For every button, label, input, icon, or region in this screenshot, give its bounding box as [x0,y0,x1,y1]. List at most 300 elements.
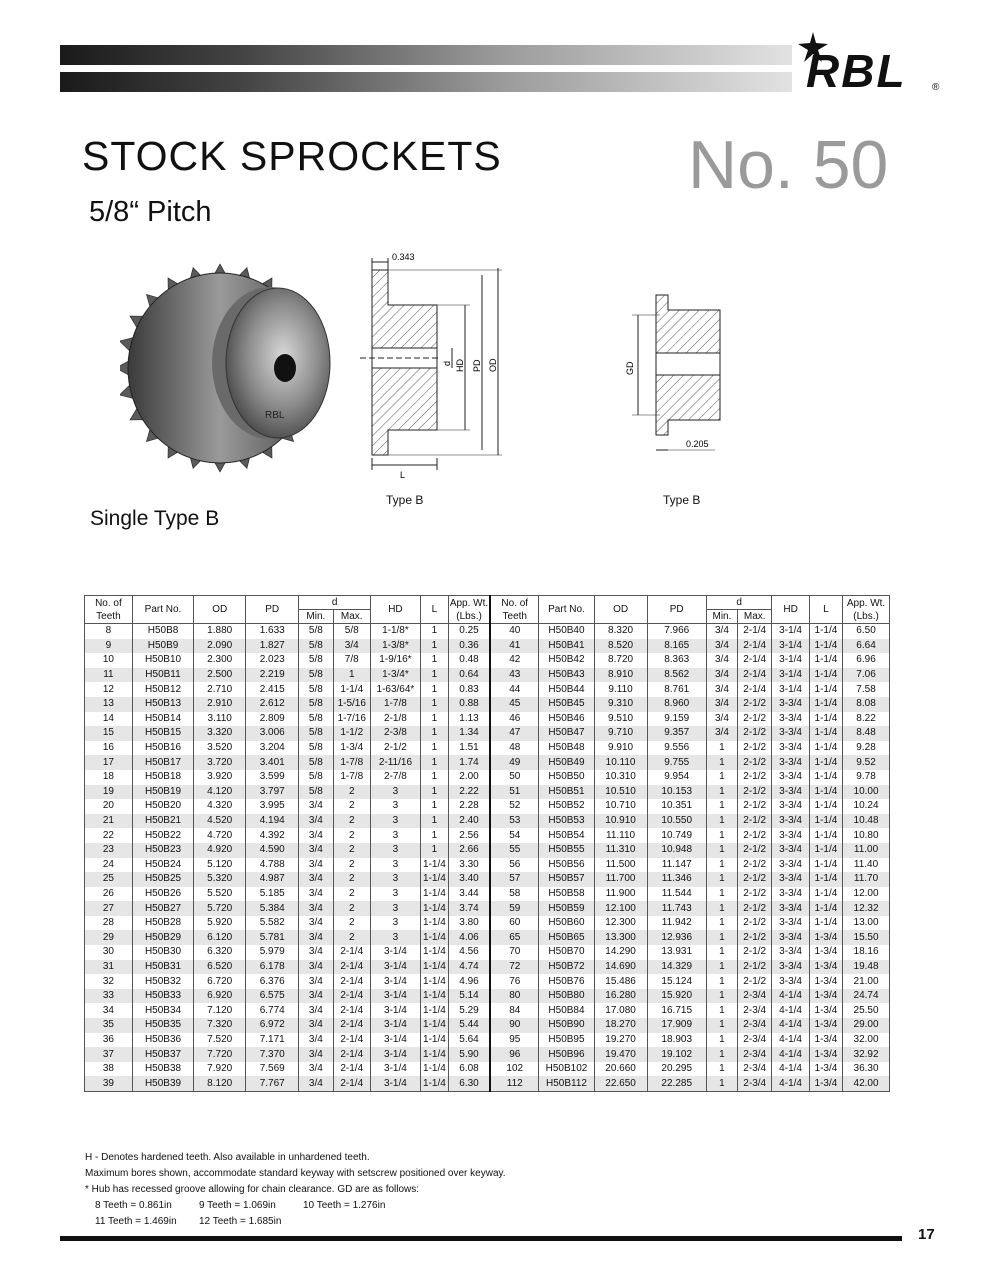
table-cell: 47 [490,726,539,741]
table-cell: 3/4 [299,1076,333,1091]
table-cell: 1-1/4 [809,785,842,800]
table-cell: 45 [490,697,539,712]
table-cell: H50B39 [132,1076,193,1091]
table-cell: 5/8 [299,653,333,668]
table-cell: H50B33 [132,989,193,1004]
table-cell: 1-3/4 [809,960,842,975]
table-cell: 34 [85,1003,133,1018]
table-cell: 3-1/4 [370,974,420,989]
table-cell: 1 [706,858,737,873]
table-cell: 1 [706,1047,737,1062]
table-cell: 70 [490,945,539,960]
table-cell: 3-1/4 [772,624,809,639]
table-cell: 20 [85,799,133,814]
table-cell: 41 [490,639,539,654]
table-cell: 65 [490,930,539,945]
table-cell: 1 [706,989,737,1004]
table-cell: 3-3/4 [772,697,809,712]
table-cell: H50B22 [132,828,193,843]
table-row [85,1033,890,1048]
table-cell: 3 [370,843,420,858]
table-cell: 1 [706,828,737,843]
table-cell: 13 [85,697,133,712]
table-cell: H50B96 [539,1047,594,1062]
table-cell: 3 [370,916,420,931]
table-cell: 2-1/4 [333,1033,370,1048]
table-row [85,726,890,741]
table-cell: 3-1/4 [370,960,420,975]
table-row [85,741,890,756]
table-row [85,989,890,1004]
table-cell: 1-1/4 [809,872,842,887]
table-cell: 2-3/4 [738,1047,772,1062]
table-cell: 19 [85,785,133,800]
table-cell: 2 [333,814,370,829]
table-cell: 46 [490,712,539,727]
table-cell: H50B42 [539,653,594,668]
table-cell: 3/4 [706,712,737,727]
table-cell: 1-1/4 [809,916,842,931]
table-cell: 14.329 [647,960,706,975]
rbl-logo [796,32,946,100]
table-cell: 2-3/4 [738,1033,772,1048]
table-cell: H50B50 [539,770,594,785]
table-row [85,1003,890,1018]
table-cell: 16 [85,741,133,756]
table-cell: 1 [706,901,737,916]
table-cell: H50B102 [539,1062,594,1077]
table-cell: 15.50 [843,930,890,945]
table-cell: 3/4 [299,828,333,843]
table-cell: 9 [85,639,133,654]
table-cell: 6.520 [194,960,246,975]
table-cell: 3-1/4 [772,682,809,697]
table-cell: 3-3/4 [772,799,809,814]
table-cell: 2-1/4 [333,1076,370,1091]
table-cell: 29 [85,930,133,945]
table-cell: 2-3/4 [738,1018,772,1033]
table-cell: 35 [85,1018,133,1033]
table-cell: 3 [370,901,420,916]
table-cell: 3/4 [299,799,333,814]
table-cell: 9.110 [594,682,647,697]
table-cell: 2 [333,887,370,902]
table-cell: 1-3/4 [809,945,842,960]
table-cell: 2-1/2 [738,799,772,814]
table-cell: 1-1/4 [809,668,842,683]
table-cell: 10 [85,653,133,668]
table-cell: 3-1/4 [370,1003,420,1018]
registered-mark: ® [932,82,940,93]
table-row [85,639,890,654]
table-cell: 3-1/4 [370,1076,420,1091]
table-cell: 3/4 [706,639,737,654]
table-cell: 10.510 [594,785,647,800]
table-cell: H50B46 [539,712,594,727]
table-cell: 0.88 [448,697,490,712]
table-cell: 11.310 [594,843,647,858]
table-cell: 1-1/8* [370,624,420,639]
table-cell: H50B112 [539,1076,594,1091]
table-cell: 2-1/4 [333,1018,370,1033]
table-cell: H50B28 [132,916,193,931]
table-cell: 56 [490,858,539,873]
table-cell: 10.550 [647,814,706,829]
table-cell: 2 [333,828,370,843]
table-cell: 10.00 [843,785,890,800]
page-number: 17 [918,1226,935,1243]
table-cell: 3.110 [194,712,246,727]
table-cell: 3-3/4 [772,770,809,785]
table-cell: 8.761 [647,682,706,697]
table-cell: 6.920 [194,989,246,1004]
table-cell: 58 [490,887,539,902]
table-cell: 12.100 [594,901,647,916]
table-row [85,930,890,945]
table-cell: 1 [706,1018,737,1033]
footer-bar [60,1236,902,1241]
table-cell: 7/8 [333,653,370,668]
table-cell: 10.749 [647,828,706,843]
table-cell: 3/4 [299,1047,333,1062]
table-cell: 0.48 [448,653,490,668]
chain-number: No. 50 [688,127,889,203]
table-cell: 4.720 [194,828,246,843]
table-cell: 10.910 [594,814,647,829]
table-cell: 2.28 [448,799,490,814]
table-cell: 1-1/4 [420,989,448,1004]
table-cell: 9.710 [594,726,647,741]
table-cell: 21 [85,814,133,829]
table-cell: 27 [85,901,133,916]
table-cell: 1-1/4 [809,799,842,814]
table-cell: 19.270 [594,1033,647,1048]
table-cell: 1 [420,828,448,843]
table-cell: 1.633 [246,624,299,639]
pitch-label: 5/8“ Pitch [89,196,212,228]
table-cell: 3-1/4 [370,945,420,960]
table-cell: 1-1/4 [420,887,448,902]
table-cell: 1-1/4 [809,741,842,756]
table-cell: 1-1/4 [420,858,448,873]
table-cell: 1-1/4 [420,930,448,945]
table-cell: 3-3/4 [772,828,809,843]
table-cell: 8.48 [843,726,890,741]
table-cell: 12.32 [843,901,890,916]
table-cell: 1-3/4* [370,668,420,683]
table-cell: 1 [420,726,448,741]
table-cell: 1-1/4 [809,843,842,858]
table-cell: 5/8 [299,668,333,683]
table-cell: 1 [706,814,737,829]
table-cell: 2-1/4 [333,1047,370,1062]
table-cell: 3-3/4 [772,945,809,960]
table-cell: 18.903 [647,1033,706,1048]
table-cell: 80 [490,989,539,1004]
table-cell: 2.710 [194,682,246,697]
table-cell: 2-1/4 [738,653,772,668]
table-cell: 4.520 [194,814,246,829]
table-cell: 16.280 [594,989,647,1004]
table-cell: H50B20 [132,799,193,814]
table-cell: 57 [490,872,539,887]
table-cell: 1-1/4 [420,1033,448,1048]
header-bar-top [60,45,792,65]
table-cell: 2-1/4 [738,639,772,654]
table-cell: 19.102 [647,1047,706,1062]
table-cell: 3.520 [194,741,246,756]
table-cell: 76 [490,974,539,989]
table-cell: 3/4 [299,1033,333,1048]
table-cell: 7.520 [194,1033,246,1048]
table-cell: 19.470 [594,1047,647,1062]
table-row [85,682,890,697]
dim-od-label: OD [488,358,498,372]
table-row [85,712,890,727]
table-cell: 36.30 [843,1062,890,1077]
table-cell: 6.972 [246,1018,299,1033]
table-cell: H50B38 [132,1062,193,1077]
table-cell: H50B11 [132,668,193,683]
sprocket-spec-table [84,595,890,1092]
table-cell: 2-1/2 [738,726,772,741]
table-cell: 2-3/4 [738,1076,772,1091]
table-row [85,1076,890,1091]
table-cell: 2-1/4 [738,682,772,697]
table-cell: 2-1/2 [738,697,772,712]
table-cell: 16.715 [647,1003,706,1018]
table-cell: 11.942 [647,916,706,931]
table-cell: 2.40 [448,814,490,829]
table-cell: 10.153 [647,785,706,800]
table-row [85,901,890,916]
table-cell: 2-1/2 [738,887,772,902]
table-cell: 6.774 [246,1003,299,1018]
table-cell: H50B21 [132,814,193,829]
table-cell: H50B19 [132,785,193,800]
table-header: No. of Teeth Part No. OD PD d HD L App. Wt. (Lbs.) No. of Teeth Part No. OD PD d HD L App. Wt. (Lbs.) Min. Max. Min. Max. [85,596,890,624]
table-cell: 3.720 [194,755,246,770]
table-cell: 6.575 [246,989,299,1004]
table-cell: 8.960 [647,697,706,712]
table-cell: H50B36 [132,1033,193,1048]
table-cell: 15.486 [594,974,647,989]
table-cell: H50B45 [539,697,594,712]
table-cell: 18.270 [594,1018,647,1033]
table-row [85,843,890,858]
table-cell: 6.30 [448,1076,490,1091]
table-cell: 5.979 [246,945,299,960]
table-cell: 4.96 [448,974,490,989]
table-cell: 6.96 [843,653,890,668]
table-cell: 2 [333,799,370,814]
table-cell: 5/8 [299,624,333,639]
table-cell: 3.74 [448,901,490,916]
table-cell: 3 [370,799,420,814]
table-row [85,755,890,770]
table-cell: 32 [85,974,133,989]
table-cell: 1-7/8 [333,755,370,770]
table-cell: 26 [85,887,133,902]
table-cell: 3/4 [706,726,737,741]
table-cell: 7.920 [194,1062,246,1077]
table-cell: 2-1/4 [738,668,772,683]
table-cell: 9.28 [843,741,890,756]
table-cell: H50B90 [539,1018,594,1033]
table-cell: 5/8 [333,624,370,639]
table-cell: 1-1/4 [420,1003,448,1018]
table-cell: 22 [85,828,133,843]
table-cell: 15 [85,726,133,741]
table-cell: 3 [370,785,420,800]
table-cell: 5.90 [448,1047,490,1062]
table-cell: 12.00 [843,887,890,902]
table-cell: 9.357 [647,726,706,741]
table-cell: 4.987 [246,872,299,887]
wheel-mark: RBL [265,410,285,421]
note-bores: Maximum bores shown, accommodate standard keyway with setscrew positioned over keyway. [85,1168,506,1179]
table-cell: H50B24 [132,858,193,873]
table-cell: 9.310 [594,697,647,712]
table-cell: 3-3/4 [772,726,809,741]
table-cell: H50B52 [539,799,594,814]
table-cell: 3/4 [706,653,737,668]
table-cell: 3/4 [299,1018,333,1033]
table-cell: 2-1/2 [738,960,772,975]
table-cell: 4.74 [448,960,490,975]
table-cell: 55 [490,843,539,858]
table-cell: 20.295 [647,1062,706,1077]
table-cell: H50B9 [132,639,193,654]
table-cell: 1-1/4 [420,1047,448,1062]
table-row [85,814,890,829]
table-cell: 17 [85,755,133,770]
table-cell: 54 [490,828,539,843]
table-cell: 6.64 [843,639,890,654]
dim-gd-label: GD [625,361,635,375]
table-cell: 3-3/4 [772,741,809,756]
table-cell: 3-3/4 [772,858,809,873]
dim-pd-label: PD [472,359,482,372]
type-b-hub-drawing [620,290,730,455]
table-cell: 1-3/4 [809,1018,842,1033]
table-cell: H50B15 [132,726,193,741]
table-cell: 90 [490,1018,539,1033]
table-cell: 11.743 [647,901,706,916]
table-row [85,785,890,800]
table-cell: 2 [333,901,370,916]
table-cell: 3.599 [246,770,299,785]
table-cell: 3/4 [299,843,333,858]
table-cell: 1 [420,712,448,727]
table-cell: H50B51 [539,785,594,800]
table-cell: H50B47 [539,726,594,741]
table-cell: 1 [706,930,737,945]
table-cell: 3-3/4 [772,872,809,887]
table-cell: 3 [370,872,420,887]
table-cell: 10.24 [843,799,890,814]
gd-10-teeth: 10 Teeth = 1.276in [303,1200,386,1211]
table-cell: 5.44 [448,1018,490,1033]
table-cell: H50B12 [132,682,193,697]
dim-0205: 0.205 [686,439,709,449]
table-cell: 1 [706,1033,737,1048]
table-cell: 1-3/8* [370,639,420,654]
table-cell: 1 [706,770,737,785]
table-cell: 3 [370,828,420,843]
table-cell: 1-1/4 [420,1062,448,1077]
table-cell: 2.300 [194,653,246,668]
table-cell: 2 [333,858,370,873]
table-cell: 40 [490,624,539,639]
table-cell: 3/4 [299,989,333,1004]
table-cell: 22.285 [647,1076,706,1091]
table-cell: 5/8 [299,639,333,654]
table-cell: 9.52 [843,755,890,770]
table-cell: 9.78 [843,770,890,785]
table-cell: 11.110 [594,828,647,843]
table-cell: 1 [706,799,737,814]
table-cell: 3-1/4 [370,1047,420,1062]
table-cell: 1-1/4 [809,653,842,668]
table-cell: 2.00 [448,770,490,785]
table-cell: 4-1/4 [772,1033,809,1048]
table-cell: 2-1/2 [738,828,772,843]
table-cell: 3/4 [299,960,333,975]
table-cell: 5.64 [448,1033,490,1048]
table-cell: 2 [333,785,370,800]
table-cell: 42 [490,653,539,668]
table-cell: 2 [333,843,370,858]
table-cell: 28 [85,916,133,931]
logo-text: RBL [806,45,907,97]
table-cell: 1-1/4 [809,639,842,654]
table-cell: H50B25 [132,872,193,887]
table-cell: H50B17 [132,755,193,770]
table-cell: 1.13 [448,712,490,727]
table-cell: 3.995 [246,799,299,814]
table-cell: 2.66 [448,843,490,858]
table-cell: 3/4 [299,814,333,829]
table-cell: 1-1/4 [420,945,448,960]
table-cell: 14 [85,712,133,727]
table-cell: 1-1/4 [809,624,842,639]
table-cell: 1-1/4 [420,1076,448,1091]
table-cell: 2-3/4 [738,1062,772,1077]
table-cell: H50B72 [539,960,594,975]
table-cell: 1-1/4 [809,814,842,829]
table-cell: 10.110 [594,755,647,770]
table-cell: 3-3/4 [772,960,809,975]
table-cell: H50B48 [539,741,594,756]
table-cell: 5.29 [448,1003,490,1018]
table-cell: 0.36 [448,639,490,654]
table-row [85,1018,890,1033]
table-cell: 4.788 [246,858,299,873]
table-cell: 1 [706,945,737,960]
table-cell: 1-1/4 [420,1018,448,1033]
table-cell: 1 [706,1062,737,1077]
table-cell: 2.56 [448,828,490,843]
table-row [85,799,890,814]
table-cell: 3/4 [333,639,370,654]
table-cell: 3/4 [299,930,333,945]
table-cell: 52 [490,799,539,814]
table-cell: 0.25 [448,624,490,639]
table-cell: 3 [370,887,420,902]
table-cell: 30 [85,945,133,960]
table-cell: 22.650 [594,1076,647,1091]
